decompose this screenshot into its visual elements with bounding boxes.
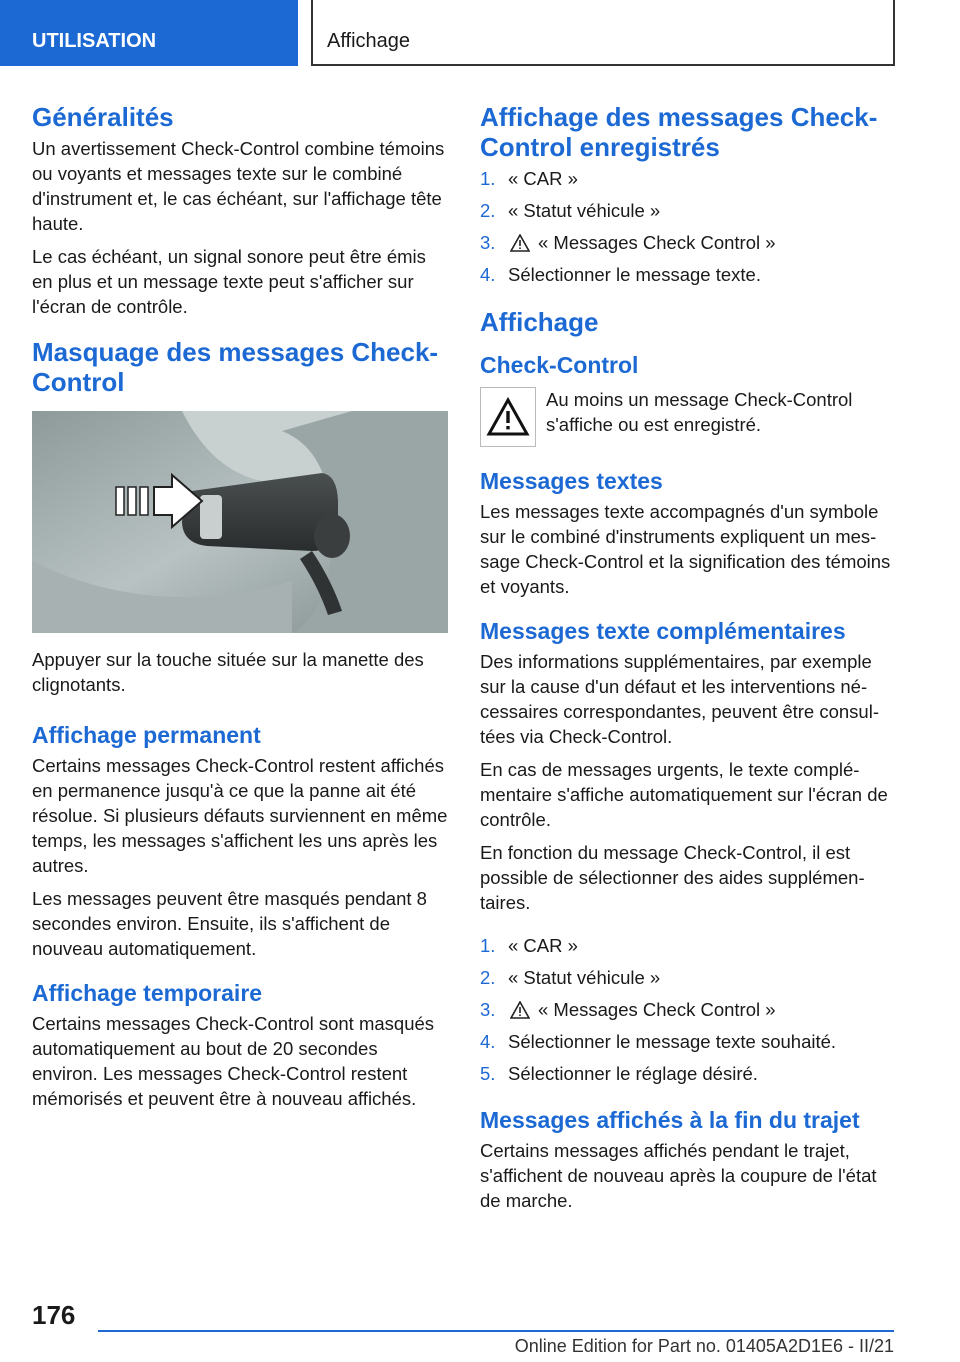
- hide-caption: Appuyer sur la touche située sur la manette des clignotants.: [32, 649, 424, 695]
- section-tab: UTILISATION: [0, 0, 298, 66]
- heading-display: Affichage: [480, 307, 599, 337]
- warning-triangle-icon: [510, 1001, 530, 1019]
- right-column: [480, 102, 896, 1221]
- heading-hide-messages: Masquage des messages Check-Control: [32, 337, 439, 397]
- page-header: [0, 0, 960, 66]
- warning-triangle-icon: [510, 234, 530, 252]
- page-footer: [0, 1290, 960, 1362]
- list-item: 3. « Messages Check Control »: [480, 999, 776, 1020]
- list-item: 5. Sélectionner le réglage désiré.: [480, 1063, 758, 1084]
- heading-check-control: Check-Control: [480, 352, 639, 378]
- list-item: 3. « Messages Check Control »: [480, 232, 776, 253]
- heading-general: Généralités: [32, 102, 174, 132]
- list-item: 4. Sélectionner le message texte.: [480, 264, 761, 285]
- general-paragraph-1: Un avertissement Check-Control combine témoins ou voyants et messages texte sur le combiné d'instrument et, le cas échéant, sur l'affichage tête haute.: [32, 138, 445, 234]
- list-item: 2. « Statut véhicule »: [480, 967, 661, 988]
- heading-supplementary: Messages texte complémentaires: [480, 618, 846, 644]
- supplementary-paragraph-3: En fonction du message Check-Control, il est possible de sélectionner des aides supplémentaires.: [480, 842, 865, 913]
- stored-steps-list: [480, 166, 896, 287]
- permanent-paragraph-1: Certains messages Check-Control restent affichés en permanence jusqu'à ce que la panne ait été résolue. Si plusieurs défauts surviennent en même temps, les messages s'affichent les uns après les autres.: [32, 755, 448, 876]
- list-item: 4. Sélectionner le message texte souhaité.: [480, 1031, 837, 1052]
- permanent-paragraph-2: Les messages peuvent être masqués pendant 8 secondes environ. Ensuite, ils s'affichent de nouveau automatiquement.: [32, 888, 427, 959]
- list-item: 1. « CAR »: [480, 168, 578, 189]
- list-item: 1. « CAR »: [480, 935, 578, 956]
- footer-divider: [98, 1330, 894, 1332]
- supplementary-paragraph-1: Des informations supplémentaires, par exemple sur la cause d'un défaut et les interventions nécessaires correspondantes, peuvent être consultées via Check-Control.: [480, 651, 880, 747]
- temporary-paragraph-1: Certains messages Check-Control sont masqués automatiquement au bout de 20 secondes environ. Les messages Check-Control restent mémorisés et peuvent être à nouveau affichés.: [32, 1013, 435, 1109]
- check-control-description: Au moins un message Check-Control s'affiche ou est enregistré.: [546, 389, 853, 435]
- left-column: [32, 102, 448, 1119]
- heading-stored-messages: Affichage des messages Check-Control enregistrés: [480, 102, 878, 162]
- supplementary-steps-list: [480, 933, 896, 1086]
- heading-text-messages: Messages textes: [480, 468, 663, 494]
- text-messages-paragraph: Les messages texte accompagnés d'un symbole sur le combiné d'instruments expliquent un message Check-Control et la signification des témoins et voyants.: [480, 501, 891, 597]
- page-number: 176: [32, 1300, 76, 1330]
- check-control-indicator: [480, 387, 896, 447]
- heading-end-of-trip: Messages affichés à la fin du trajet: [480, 1107, 860, 1133]
- turn-signal-lever-illustration: [32, 411, 448, 633]
- check-control-warning-icon: [480, 387, 536, 447]
- end-trip-paragraph: Certains messages affichés pendant le trajet, s'affichent de nouveau après la coupure de l'état de marche.: [480, 1140, 877, 1211]
- supplementary-paragraph-2: En cas de messages urgents, le texte complémentaire s'affiche automatiquement sur l'écran de contrôle.: [480, 759, 888, 830]
- general-paragraph-2: Le cas échéant, un signal sonore peut être émis en plus et un message texte peut s'afficher sur l'écran de contrôle.: [32, 246, 426, 317]
- heading-permanent: Affichage permanent: [32, 722, 261, 748]
- edition-note: Online Edition for Part no. 01405A2D1E6 - II/21: [514, 1336, 894, 1356]
- chapter-title: Affichage: [311, 0, 895, 66]
- list-item: 2. « Statut véhicule »: [480, 200, 661, 221]
- heading-temporary: Affichage temporaire: [32, 980, 263, 1006]
